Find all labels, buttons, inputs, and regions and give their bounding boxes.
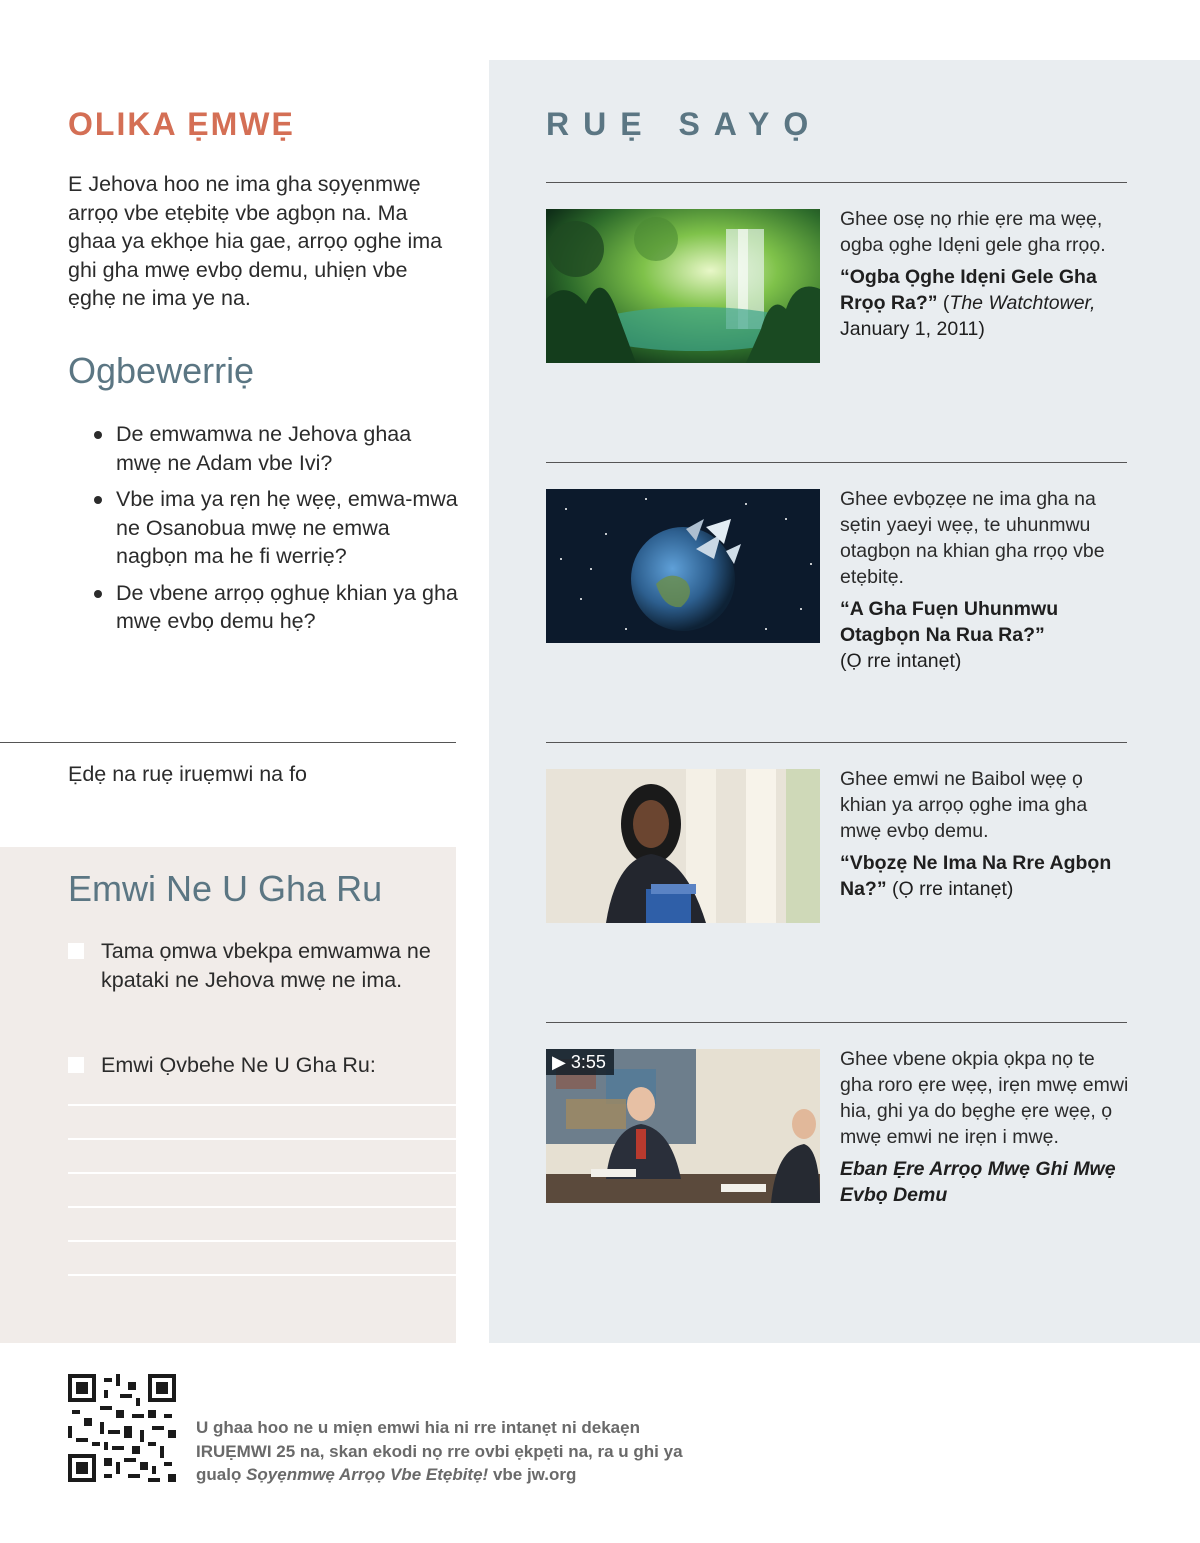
resource-title[interactable]: Eban Ẹre Arrọọ Mwẹ Ghi Mwẹ Evbọ Demu	[840, 1158, 1116, 1206]
shattered-earth-image[interactable]	[546, 489, 820, 643]
resource-title[interactable]: “Ogba Ọghe Idẹni Gele Gha Rrọọ Ra?”	[840, 266, 1097, 314]
resource-description: Ghee vbene okpia ọkpa nọ te gha roro ẹre wẹẹ, irẹn mwẹ emwi hia, ghi ya do bẹghe ẹre wẹẹ, ọ mwẹ emwi ne irẹn i mwẹ.	[840, 1048, 1129, 1148]
write-in-line[interactable]	[68, 1104, 456, 1106]
divider	[0, 742, 456, 743]
resource-note: (Ọ rre intanẹt)	[840, 650, 962, 672]
qr-code-icon[interactable]	[68, 1374, 176, 1482]
write-in-line[interactable]	[68, 1240, 456, 1242]
goal-text: Tama ọmwa vbekpa emwamwa ne kpataki ne Jehova mwẹ ne ima.	[101, 939, 431, 992]
resource-note: (Ọ rre intanẹt)	[886, 878, 1014, 900]
resource-text	[840, 206, 1130, 342]
review-question-list	[90, 420, 460, 644]
completion-date-label: Ẹdẹ na ruẹ iruẹmwi na fo	[68, 762, 308, 786]
resource-note: (	[937, 292, 950, 314]
write-in-line[interactable]	[68, 1206, 456, 1208]
goals-heading: Emwi Ne U Gha Ru	[68, 868, 383, 909]
goal-text: Emwi Ọvbehe Ne U Gha Ru:	[101, 1053, 376, 1077]
review-question: Vbe ima ya rẹn hẹ wẹẹ, emwa-mwa ne Osanobua mwẹ ne emwa nagbọn ma he fi werriẹ?	[90, 485, 460, 571]
goal-checkbox[interactable]	[68, 1057, 84, 1073]
divider	[546, 742, 1127, 743]
review-question: De emwamwa ne Jehova ghaa mwẹ ne Adam vbe Ivi?	[90, 420, 460, 477]
divider	[546, 462, 1127, 463]
summary-heading: OLIKA ẸMWẸ	[68, 106, 295, 142]
summary-text: E Jehova hoo ne ima gha sọyẹnmwẹ arrọọ vbe etẹbitẹ vbe agbọn na. Ma ghaa ya ekhọe hia gae, arrọọ ọghe ima ghi gha mwẹ evbọ demu, uhiẹn vbe ẹghẹ ne ima ye na.	[68, 172, 443, 310]
review-question: De vbene arrọọ ọghuẹ khian ya gha mwẹ evbọ demu hẹ?	[90, 579, 460, 636]
resource-text	[840, 766, 1130, 902]
men-at-table-video[interactable]	[546, 1049, 820, 1203]
divider	[546, 182, 1127, 183]
resource-note-italic: The Watchtower,	[949, 292, 1096, 314]
woman-with-books-image[interactable]	[546, 769, 820, 923]
video-duration: ▶ 3:55	[546, 1049, 614, 1075]
resource-link[interactable]	[840, 850, 1130, 902]
goal-checkbox[interactable]	[68, 943, 84, 959]
write-in-line[interactable]	[68, 1172, 456, 1174]
footer-text: U ghaa hoo ne u miẹn emwi hia ni rre intanẹt ni dekaẹn IRUẸMWI 25 na, skan ekodi nọ rre ovbi ẹkpẹti na, ra u ghi ya gualọ Sọyẹnmwẹ Arrọọ Vbe Etẹbitẹ! vbe jw.org	[196, 1418, 683, 1484]
write-in-line[interactable]	[68, 1138, 456, 1140]
paradise-garden-image[interactable]	[546, 209, 820, 363]
resource-text	[840, 1046, 1130, 1208]
divider	[546, 1022, 1127, 1023]
goal-item	[68, 1051, 438, 1080]
resource-title[interactable]: “Vbọzẹ Ne Ima Na Rre Agbọn Na?”	[840, 852, 1112, 900]
resource-link[interactable]	[840, 264, 1130, 342]
resource-title[interactable]: “A Gha Fuẹn Uhunmwu Otagbọn Na Rua Ra?”	[840, 598, 1059, 646]
explore-heading: RUẸ SAYỌ	[546, 106, 823, 142]
resource-link[interactable]	[840, 596, 1130, 674]
goals-panel	[0, 847, 456, 1343]
review-heading: Ogbewerriẹ	[68, 350, 255, 391]
goal-item	[68, 937, 438, 994]
resource-description: Ghee evbọzẹe ne ima gha na sẹtin yaeyi wẹẹ, te uhunmwu otagbọn na khian gha rrọọ vbe etẹbitẹ.	[840, 488, 1105, 588]
resource-note: January 1, 2011)	[840, 318, 985, 340]
resource-description: Ghee osẹ nọ rhie ẹre ma wẹẹ, ogba ọghe Idẹni gele gha rrọọ.	[840, 208, 1106, 256]
resource-text	[840, 486, 1130, 674]
write-in-line[interactable]	[68, 1274, 456, 1276]
resource-description: Ghee emwi ne Baibol wẹẹ ọ khian ya arrọọ ọghe ima gha mwẹ evbọ demu.	[840, 768, 1088, 842]
